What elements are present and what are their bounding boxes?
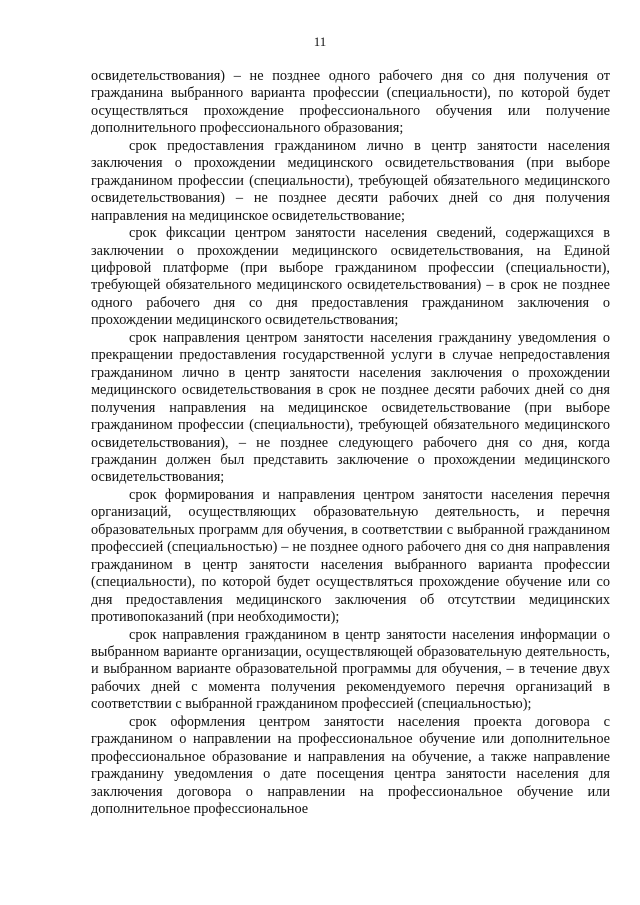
document-body: [91, 68, 610, 818]
paragraph-contract-preparation-deadline: срок оформления центром занятости населения проекта договора с гражданином о направлении на профессиональное обучение или дополнительное профессиональное образование и направления на обучение, а также направление гражданину уведомления о дате посещения центра занятости населения для заключения договора о направлении на профессиональное обучение или дополнительное профессиональное: [91, 713, 610, 818]
paragraph-termination-notice-deadline: срок направления центром занятости населения гражданину уведомления о прекращении предоставления государственной услуги в случае непредоставления гражданином лично в центр занятости населения заключения о прохождении медицинского освидетельствования в срок не позднее десяти рабочих дней со дня получения направления на медицинское освидетельствование (при выборе гражданином профессии (специальности), требующей обязательного медицинского освидетельствования), – не позднее следующего рабочего дня со дня, когда гражданин должен был представить заключение о прохождении медицинского освидетельствования;: [91, 329, 610, 486]
paragraph-data-recording-deadline: срок фиксации центром занятости населения сведений, содержащихся в заключении о прохождении медицинского освидетельствования, на Единой цифровой платформе (при выборе гражданином профессии (специальности), требующей обязательного медицинского освидетельствования) – в срок не позднее одного рабочего дня со дня предоставления гражданином заключения о прохождении медицинского освидетельствования;: [91, 225, 610, 329]
page-number: 11: [313, 34, 327, 49]
paragraph-continuation: освидетельствования) – не позднее одного рабочего дня со дня получения от гражданина выбранного варианта профессии (специальности), по которой будет осуществляться прохождение профессионального обучения или получение дополнительного профессионального образования;: [91, 68, 610, 137]
paragraph-organization-list-deadline: срок формирования и направления центром занятости населения перечня организаций, осуществляющих образовательную деятельность, и перечня образовательных программ для обучения, в соответствии с выбранной гражданином профессией (специальностью) – не позднее одного рабочего дня со дня направления гражданином в центр занятости населения выбранного варианта профессии (специальности), по которой будет осуществляться прохождение обучение или со дня предоставления медицинского заключения об отсутствии медицинских противопоказаний (при необходимости);: [91, 486, 610, 626]
paragraph-choice-submission-deadline: срок направления гражданином в центр занятости населения информации о выбранном варианте организации, осуществляющей образовательную деятельность, и выбранном варианте образовательной программы для обучения, – в течение двух рабочих дней с момента получения рекомендуемого перечня организаций в соответствии с выбранной гражданином профессией (специальностью);: [91, 626, 610, 713]
paragraph-medical-report-submission-deadline: срок предоставления гражданином лично в центр занятости населения заключения о прохождении медицинского освидетельствования (при выборе гражданином профессии (специальности), требующей обязательного медицинского освидетельствования) – не позднее десяти рабочих дней со дня получения направления на медицинское освидетельствование;: [91, 137, 610, 224]
